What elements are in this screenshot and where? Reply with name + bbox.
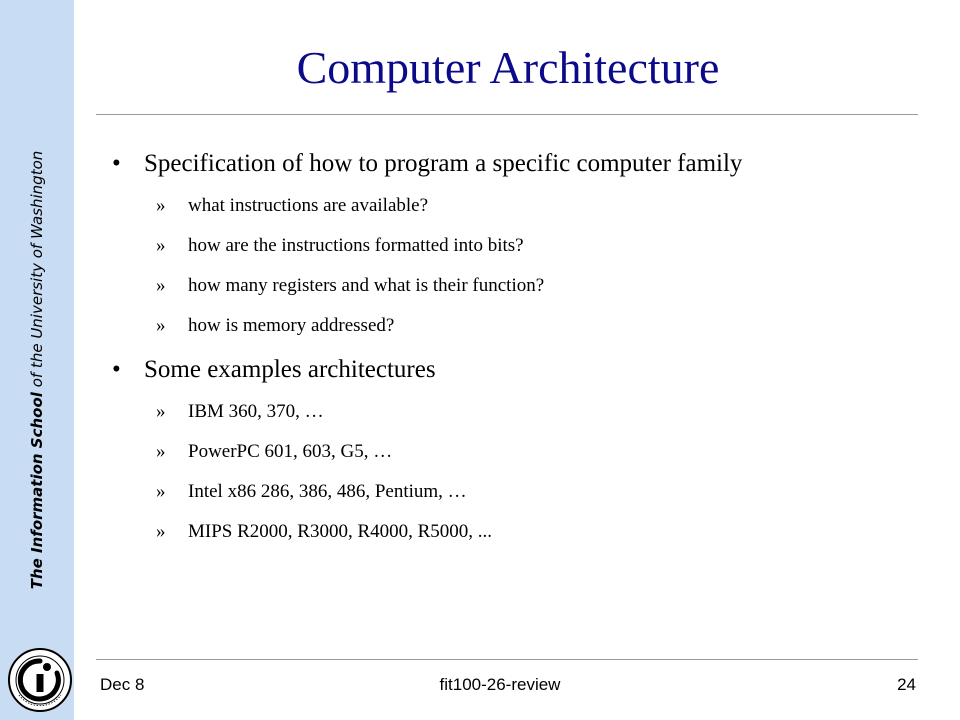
sub-item [108, 274, 918, 298]
sub-item-text: IBM 360, 370, … [188, 401, 324, 422]
sub-item-text: how are the instructions formatted into bits? [188, 235, 524, 256]
sub-item-mark: » [156, 441, 166, 462]
information-school-logo-icon [7, 647, 73, 713]
sub-item-text: how many registers and what is their function? [188, 275, 545, 296]
sub-item [108, 234, 918, 258]
footer-divider [96, 659, 918, 660]
sub-item-text: what instructions are available? [188, 195, 429, 216]
sub-item-mark: » [156, 195, 166, 216]
slide-title: Computer Architecture [296, 42, 720, 93]
sub-item [108, 194, 918, 218]
sub-item-mark: » [156, 401, 166, 422]
bullet-mark: • [112, 356, 121, 383]
sidebar [0, 0, 74, 720]
sub-item-text: PowerPC 601, 603, G5, … [188, 441, 393, 462]
sub-item-mark: » [156, 481, 166, 502]
bullet-item [108, 354, 918, 386]
bullet-mark: • [112, 150, 121, 177]
sub-item-mark: » [156, 521, 166, 542]
sub-item-mark: » [156, 275, 166, 296]
sub-item-mark: » [156, 315, 166, 336]
sub-item-text: how is memory addressed? [188, 315, 395, 336]
sub-item [108, 400, 918, 424]
sub-item-mark: » [156, 235, 166, 256]
footer-course: fit100-26-review [439, 675, 561, 694]
sub-item-text: Intel x86 286, 386, 486, Pentium, … [188, 481, 467, 502]
institution-name-bold: The Information School [28, 392, 46, 590]
institution-name [25, 90, 49, 650]
sub-item [108, 520, 918, 544]
sub-item [108, 440, 918, 464]
bullet-item [108, 148, 918, 180]
bullet-text: Specification of how to program a specific computer family [144, 150, 743, 177]
title-divider [96, 114, 918, 115]
slide-content [108, 148, 918, 560]
sub-item [108, 480, 918, 504]
sub-item-text: MIPS R2000, R3000, R4000, R5000, ... [188, 521, 493, 542]
sub-item [108, 314, 918, 338]
footer-page-number: 24 [897, 675, 916, 694]
institution-name-rest: of the University of Washington [28, 150, 46, 393]
footer-date: Dec 8 [100, 675, 145, 694]
bullet-text: Some examples architectures [144, 356, 436, 383]
